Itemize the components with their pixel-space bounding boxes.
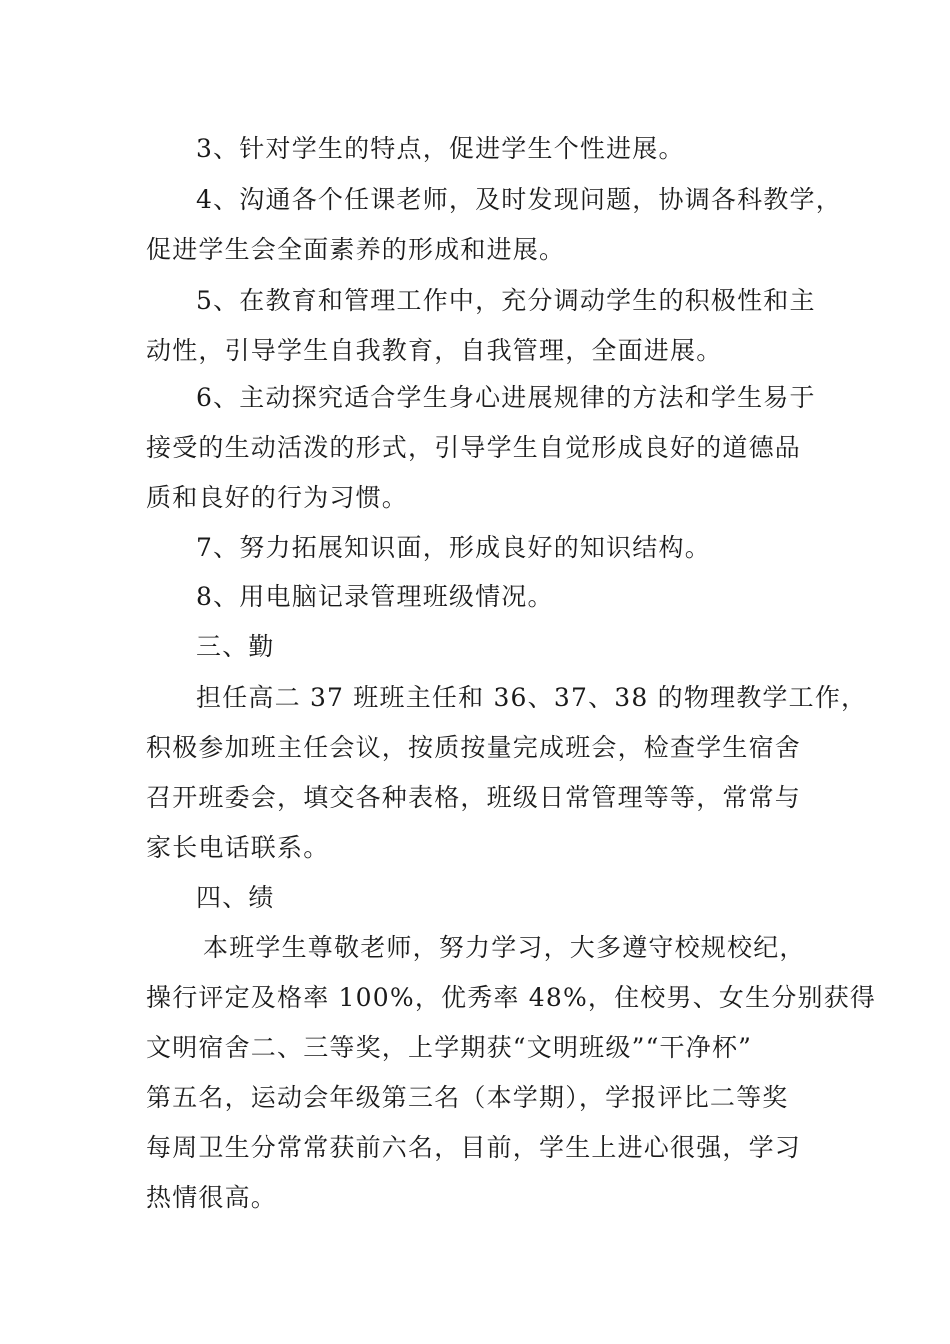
section-heading-qin: 三、勤 [196, 632, 275, 661]
paragraph-item-5-line-2: 动性，引导学生自我教育，自我管理，全面进展。 [146, 336, 723, 365]
section-ji-line-3: 文明宿舍二、三等奖，上学期获“文明班级”“干净杯” [146, 1033, 753, 1062]
paragraph-item-6-line-1: 6、主动探究适合学生身心进展规律的方法和学生易于 [196, 383, 816, 412]
section-qin-line-4: 家长电话联系。 [146, 833, 330, 862]
paragraph-item-7: 7、努力拓展知识面，形成良好的知识结构。 [196, 533, 711, 562]
section-qin-line-1: 担任高二 37 班班主任和 36、37、38 的物理教学工作， [196, 683, 868, 712]
paragraph-item-6-line-3: 质和良好的行为习惯。 [146, 483, 409, 512]
section-ji-line-6: 热情很高。 [146, 1183, 278, 1212]
paragraph-item-5-line-1: 5、在教育和管理工作中，充分调动学生的积极性和主 [196, 286, 816, 315]
paragraph-item-8: 8、用电脑记录管理班级情况。 [196, 582, 554, 611]
paragraph-item-4-line-2: 促进学生会全面素养的形成和进展。 [146, 235, 566, 264]
section-ji-line-4: 第五名，运动会年级第三名（本学期），学报评比二等奖 [146, 1083, 789, 1112]
section-ji-line-1: 本班学生尊敬老师，努力学习，大多遵守校规校纪， [203, 933, 806, 962]
paragraph-item-3: 3、针对学生的特点，促进学生个性进展。 [196, 134, 685, 163]
section-heading-ji: 四、绩 [196, 883, 275, 912]
paragraph-item-4-line-1: 4、沟通各个任课老师，及时发现问题，协调各科教学， [196, 185, 842, 214]
section-qin-line-3: 召开班委会，填交各种表格，班级日常管理等等，常常与 [146, 783, 802, 812]
section-qin-line-2: 积极参加班主任会议，按质按量完成班会，检查学生宿舍 [146, 733, 802, 762]
section-ji-line-2: 操行评定及格率 100%，优秀率 48%，住校男、女生分别获得 [146, 983, 877, 1012]
paragraph-item-6-line-2: 接受的生动活泼的形式，引导学生自觉形成良好的道德品 [146, 433, 802, 462]
section-ji-line-5: 每周卫生分常常获前六名，目前，学生上进心很强，学习 [146, 1133, 802, 1162]
